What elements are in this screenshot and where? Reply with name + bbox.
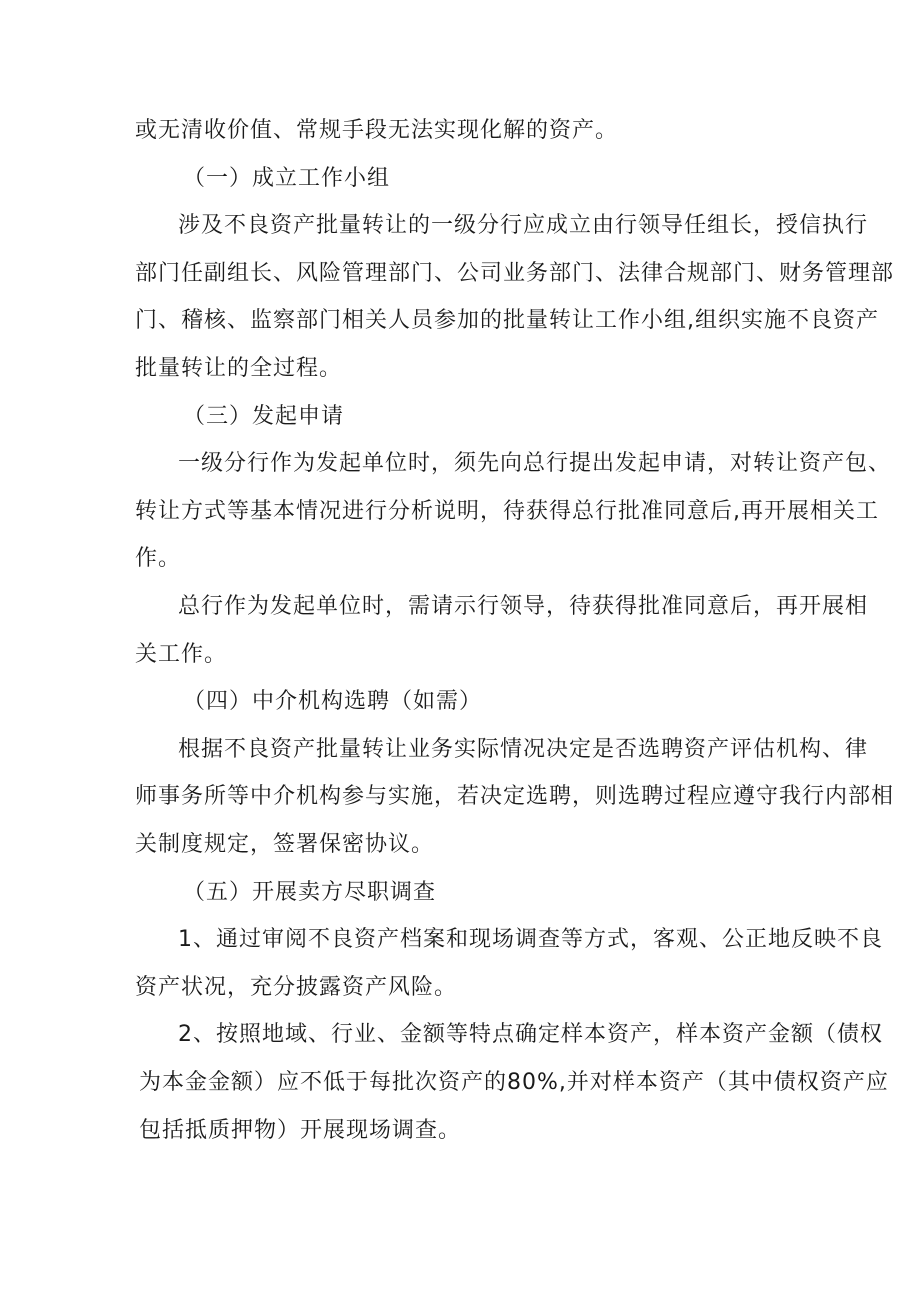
section-heading-4: （四）中介机构选聘（如需） <box>183 689 483 714</box>
text-line-20: 2、按照地域、行业、金额等特点确定样本资产，样本资产金额（债权 <box>178 1022 883 1047</box>
text-line-22: 包括抵质押物）开展现场调查。 <box>139 1118 462 1143</box>
section-heading-5: （五）开展卖方尽职调查 <box>183 880 437 905</box>
text-line-1: 或无清收价值、常规手段无法实现化解的资产。 <box>135 118 619 143</box>
text-line-19: 资产状况，充分披露资产风险。 <box>135 975 458 1000</box>
text-line-11: 总行作为发起单位时，需请示行领导，待获得批准同意后，再开展相 <box>178 594 869 619</box>
text-line-8: 一级分行作为发起单位时，须先向总行提出发起申请，对转让资产包、 <box>178 451 892 476</box>
text-line-10: 作。 <box>135 546 182 571</box>
text-line-14: 根据不良资产批量转让业务实际情况决定是否选聘资产评估机构、律 <box>178 737 869 762</box>
text-line-4: 部门任副组长、风险管理部门、公司业务部门、法律合规部门、财务管理部 <box>135 261 895 286</box>
text-line-9: 转让方式等基本情况进行分析说明，待获得总行批准同意后,再开展相关工 <box>135 499 879 524</box>
text-line-16: 关制度规定，签署保密协议。 <box>135 832 435 857</box>
text-line-3: 涉及不良资产批量转让的一级分行应成立由行领导任组长，授信执行 <box>178 213 869 238</box>
text-line-5: 门、稽核、监察部门相关人员参加的批量转让工作小组,组织实施不良资产 <box>135 308 879 333</box>
text-line-21: 为本金金额）应不低于每批次资产的80%,并对样本资产（其中债权资产应 <box>139 1070 889 1095</box>
section-heading-3: （三）发起申请 <box>183 404 345 429</box>
text-line-18: 1、通过审阅不良资产档案和现场调查等方式，客观、公正地反映不良 <box>178 927 883 952</box>
text-line-6: 批量转让的全过程。 <box>135 356 343 381</box>
text-line-15: 师事务所等中介机构参与实施，若决定选聘，则选聘过程应遵守我行内部相 <box>135 784 895 809</box>
text-line-12: 关工作。 <box>135 642 228 667</box>
section-heading-1: （一）成立工作小组 <box>183 166 391 191</box>
